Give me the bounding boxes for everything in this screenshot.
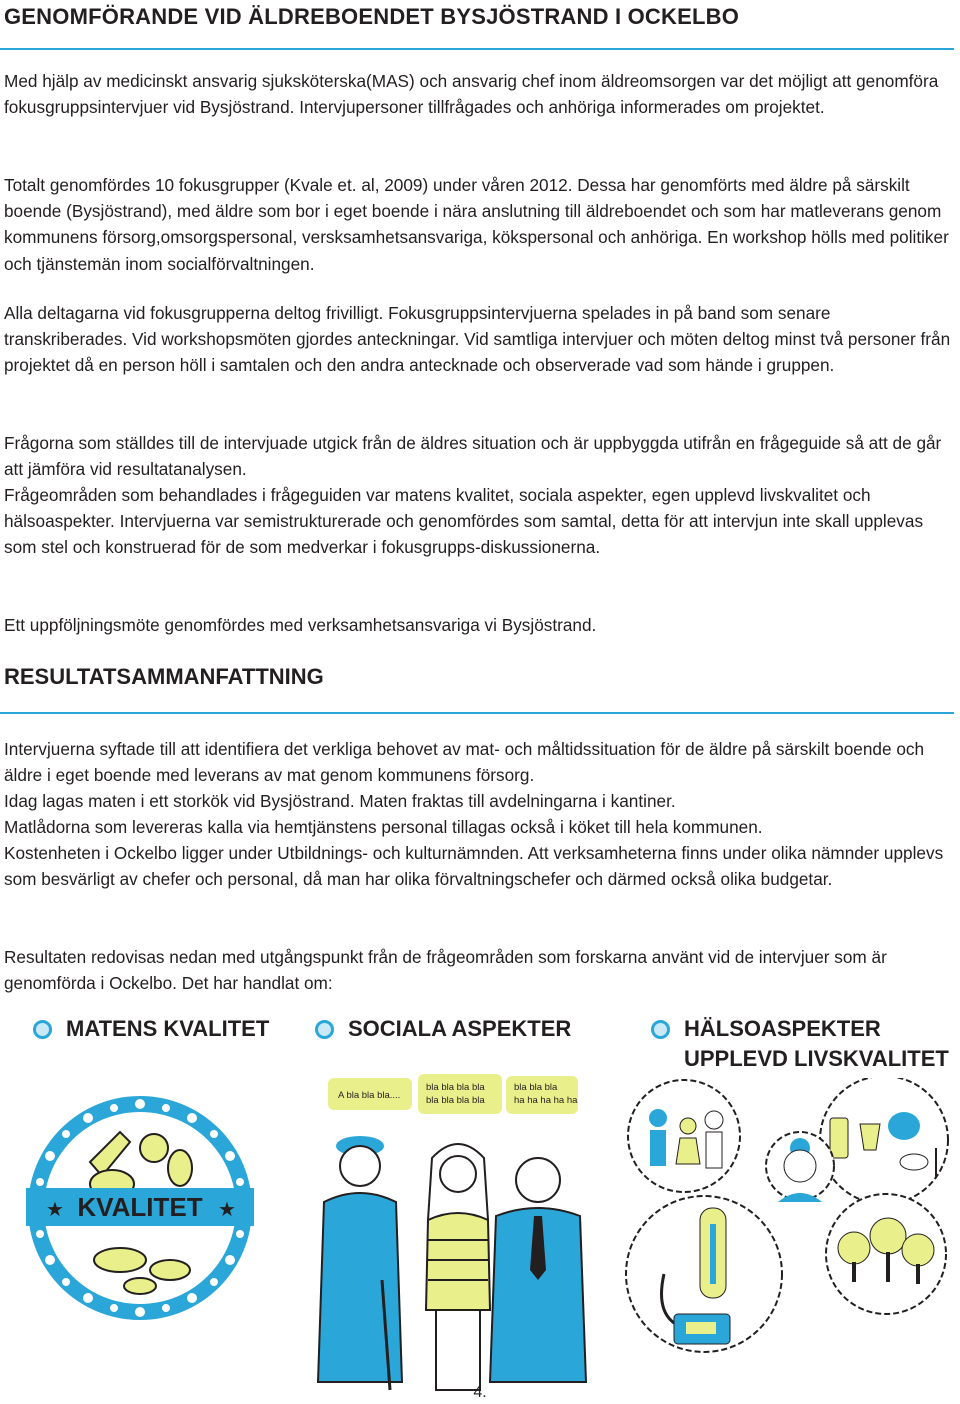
svg-text:bla bla bla bla: bla bla bla bla [426,1095,485,1106]
intro-paragraph-4b: Frågeområden som behandlades i frågeguiden var matens kvalitet, sociala aspekter, egen upplevd livskvalitet och hälsoaspekter. Intervjuerna var semistrukturerade och genomfördes som samtal, detta för att intervjun inte skall upplevas som stel och konstruerad för de som medverkar i fokusgrupps-diskussionerna. [4,485,924,558]
results-paragraph-1: Intervjuerna syftade till att identifiera det verkliga behovet av mat- och måltidssituation för de äldre på särskilt boende och äldre i eget boende med leverans av mat genom kommunens försorg. [4,739,925,786]
category-social-aspects: SOCIALA ASPEKTER [348,1016,572,1041]
page-number: 4. [473,1384,487,1401]
category-health-aspects: HÄLSOASPEKTER [684,1016,881,1041]
elderly-woman-figure [318,1136,402,1390]
intro-paragraph-2: Totalt genomfördes 10 fokusgrupper (Kvale et. al, 2009) under våren 2012. Dessa har genomförts med äldre på särskilt boende (Bysjöstrand), med äldre som bor i eget boende i nära anslutning till äldreboendet och som har matleverans genom kommunens försorg,omsorgspersonal, versksamhetsansvariga, kökspersonal och anhöriga. En workshop hölls med politiker och tjänstemän inom socialförvaltningen. [4,175,949,274]
svg-text:bla bla bla bla: bla bla bla bla [426,1082,485,1093]
fish-icon [94,1248,146,1272]
svg-text:ha ha ha ha ha: ha ha ha ha ha [514,1095,578,1106]
results-paragraph-3: Matlådorna som levereras kalla via hemtjänstens personal tillagas också i köket till hela kommunen. [4,817,763,837]
heading-divider [0,48,954,50]
man-figure [490,1158,586,1382]
page-heading: GENOMFÖRANDE VID ÄLDREBOENDET BYSJÖSTRAND I OCKELBO [4,4,740,29]
category-food-quality: MATENS KVALITET [66,1016,270,1041]
svg-text:KVALITET: KVALITET [77,1192,203,1222]
young-woman-figure [426,1144,490,1390]
results-heading: RESULTATSAMMANFATTNING [4,664,324,689]
intro-paragraph-4a: Frågorna som ställdes till de intervjuade utgick från de äldres situation och är uppbyggda utifrån en frågeguide så att de går att jämföra vid resultatanalysen. [4,433,942,480]
results-paragraph-5: Resultaten redovisas nedan med utgångspunkt från de frågeområden som forskarna använt vid de intervjuer som är genomförda i Ockelbo. Det har handlat om: [4,947,887,994]
family-icon [628,1080,740,1192]
intro-paragraph-1: Med hjälp av medicinskt ansvarig sjuksköterska(MAS) och ansvarig chef inom äldreomsorgen var det möjligt att genomföra fokusgruppsintervjuer vid Bysjöstrand. Intervjupersoner tillfrågades och anhöriga informerades om projektet. [4,71,939,118]
svg-text:★: ★ [46,1199,64,1221]
food-drink-icon [820,1078,948,1204]
results-paragraph-4: Kostenheten i Ockelbo ligger under Utbildnings- och kulturnämnden. Att verksamheterna finns under olika nämnder upplevs som besvärligt av chefer och personal, då man har olika förvaltningschefer och därmed också olika budgetar. [4,843,944,890]
forest-icon [826,1194,946,1314]
bullet-icon [651,1020,670,1039]
svg-text:A bla bla bla....: A bla bla bla.... [338,1090,401,1101]
quality-badge-illustration [20,1092,260,1324]
intro-paragraph-3: Alla deltagarna vid fokusgrupperna deltog frivilligt. Fokusgruppsintervjuerna spelades in på band som senare transkriberades. Vid workshopsmöten gjordes anteckningar. Vid samtliga intervjuer och möten deltog minst två personer från projektet då en person höll i samtalen och den andra antecknade och observerade vad som hände i gruppen. [4,303,951,376]
svg-text:★: ★ [218,1199,236,1221]
sausage-icon [140,1134,168,1162]
category-quality-of-life: UPPLEVD LIVSKVALITET [684,1046,949,1071]
thermometer-icon [626,1196,782,1352]
health-illustration [614,1078,960,1378]
speech-bubble [418,1074,502,1114]
results-divider [0,712,954,714]
social-aspects-illustration [310,1070,600,1400]
bullet-icon [33,1020,52,1039]
elderly-face-icon [766,1132,834,1202]
intro-paragraph-5: Ett uppföljningsmöte genomfördes med verksamhetsansvariga vi Bysjöstrand. [4,615,597,635]
bullet-icon [315,1020,334,1039]
results-paragraph-2: Idag lagas maten i ett storkök vid Bysjöstrand. Maten fraktas till avdelningarna i kantiner. [4,791,676,811]
svg-text:bla bla bla: bla bla bla [514,1082,558,1093]
